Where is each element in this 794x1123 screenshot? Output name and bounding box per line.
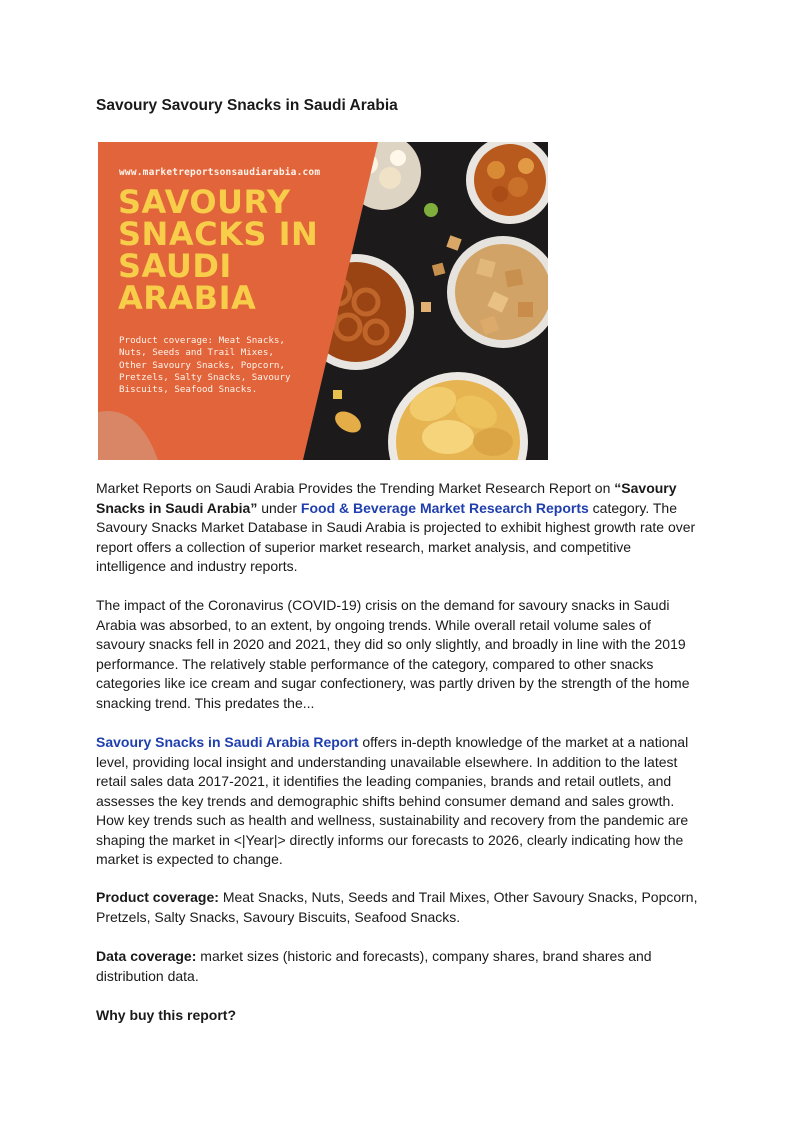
category-link[interactable]: Food & Beverage Market Research Reports [300,499,589,516]
report-link[interactable]: Savoury Snacks in Saudi Arabia Report [96,734,359,750]
banner-coverage-text: Product coverage: Meat Snacks, Nuts, Seeds and Trail Mixes, Other Savoury Snacks, Popcorn, Pretzels, Salty Snacks, Savoury Biscuits, Seafood Snacks. [119,335,291,396]
data-coverage-label: Data coverage: [96,948,197,964]
banner-title [118,183,348,317]
banner-title-line: SAVOURY [118,183,291,221]
intro-text: Market Reports on Saudi Arabia Provides the Trending Market Research Report on [96,480,615,496]
product-coverage-label: Product coverage: [96,889,219,905]
report-name-bold: “Savoury Snacks in Saudi Arabia” [96,480,677,516]
intro-paragraph [96,479,700,577]
banner-url: www.marketreportsonsaudiarabia.com [119,167,321,178]
report-paragraph [96,733,700,870]
data-coverage-paragraph [96,947,700,986]
intro-text: under [257,499,301,516]
page-title: Savoury Savoury Snacks in Saudi Arabia [96,97,398,114]
report-text: offers in-depth knowledge of the market at a national level, providing local insight and understanding unavailable elsewhere. In addition to the latest retail sales data 2017-2021, it identifies the leading companies, brands and retail outlets, and assesses the key trends and demographic shifts behind consumer demand and sales growth. How key trends such as health and wellness, sustainability and recovery from the pandemic are shaping the market in <|Year|> directly informs our forecasts to 2026, clearly indicating how the market is expected to change. [96,734,689,867]
report-banner-image [98,142,548,460]
banner-title-line: ARABIA [118,279,257,317]
why-buy-text: Why buy this report? [96,1007,236,1023]
intro-text: category. The Savoury Snacks Market Database in Saudi Arabia is projected to exhibit highest growth rate over report offers a collection of superior market research, market analysis, and competitive intelligence and industry reports. [96,499,696,574]
product-coverage-paragraph [96,888,700,927]
why-buy-heading [96,1006,700,1026]
banner-title-line: SNACKS IN [118,215,319,253]
impact-paragraph: The impact of the Coronavirus (COVID-19) crisis on the demand for savoury snacks in Saudi Arabia was absorbed, to an extent, by ongoing trends. While overall retail volume sales of savoury snacks fell in 2020 and 2021, they did so only slightly, and broadly in line with the 2019 performance. The relatively stable performance of the category, compared to other snacks categories like ice cream and sugar confectionery, was partly driven by the strength of the home snacking trend. This predates the... [96,597,690,711]
product-coverage-text: Meat Snacks, Nuts, Seeds and Trail Mixes, Other Savoury Snacks, Popcorn, Pretzels, Salty Snacks, Savoury Biscuits, Seafood Snacks. [96,889,698,925]
banner-title-line: SAUDI [118,247,232,285]
data-coverage-text: market sizes (historic and forecasts), company shares, brand shares and distribution data. [96,948,652,984]
